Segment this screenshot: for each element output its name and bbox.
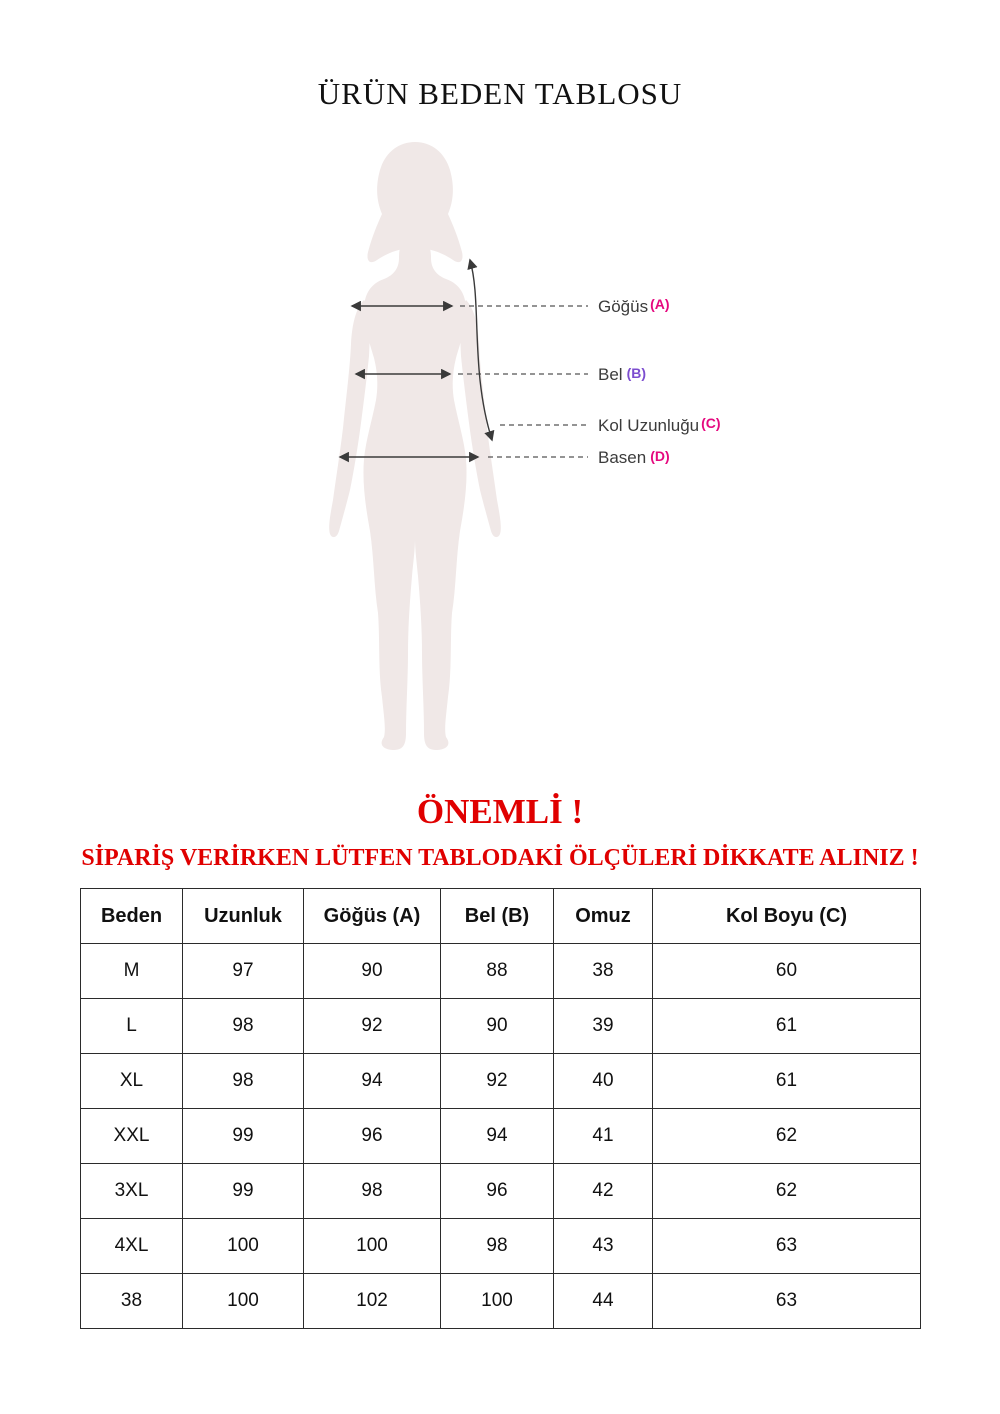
header-gogus: Göğüs (A) [304,889,441,944]
table-cell: 88 [441,944,554,999]
hips-label: Basen (D) [598,448,670,467]
table-cell: 102 [304,1274,441,1329]
body-measurement-diagram [0,130,1000,780]
table-cell: 40 [554,1054,653,1109]
table-cell: 98 [183,999,304,1054]
header-beden: Beden [81,889,183,944]
table-cell: 100 [441,1274,554,1329]
table-cell: 61 [653,999,921,1054]
table-cell: 98 [183,1054,304,1109]
size-table-body [81,944,921,1329]
header-omuz: Omuz [554,889,653,944]
table-cell: 99 [183,1164,304,1219]
chest-label: Göğüs (A) [598,296,670,316]
table-cell: 90 [441,999,554,1054]
table-cell: 92 [304,999,441,1054]
table-cell: 100 [304,1219,441,1274]
table-row [81,1054,921,1109]
table-row [81,1219,921,1274]
table-row [81,1164,921,1219]
table-cell: 39 [554,999,653,1054]
silhouette-right-arm [460,300,500,537]
table-cell: L [81,999,183,1054]
table-cell: 92 [441,1054,554,1109]
table-cell: 100 [183,1274,304,1329]
table-cell: 61 [653,1054,921,1109]
table-cell: 3XL [81,1164,183,1219]
table-header-row [81,889,921,944]
table-cell: 96 [441,1164,554,1219]
table-cell: 4XL [81,1219,183,1274]
table-cell: XXL [81,1109,183,1164]
header-kol-boyu: Kol Boyu (C) [653,889,921,944]
important-heading: ÖNEMLİ ! [416,792,584,831]
table-cell: 43 [554,1219,653,1274]
table-cell: 60 [653,944,921,999]
table-cell: 63 [653,1274,921,1329]
table-cell: 99 [183,1109,304,1164]
important-subheading: SİPARİŞ VERİRKEN LÜTFEN TABLODAKİ ÖLÇÜLERİ DİKKATE ALINIZ ! [81,845,919,871]
silhouette-torso-legs [363,236,466,750]
table-cell: 63 [653,1219,921,1274]
header-uzunluk: Uzunluk [183,889,304,944]
header-bel: Bel (B) [441,889,554,944]
table-cell: 97 [183,944,304,999]
table-cell: 42 [554,1164,653,1219]
female-silhouette [329,142,501,750]
table-cell: 100 [183,1219,304,1274]
size-table [80,888,921,1329]
table-row [81,1109,921,1164]
table-cell: M [81,944,183,999]
table-cell: 90 [304,944,441,999]
table-row [81,944,921,999]
table-cell: 98 [441,1219,554,1274]
table-cell: XL [81,1054,183,1109]
table-cell: 41 [554,1109,653,1164]
table-cell: 98 [304,1164,441,1219]
page-title: ÜRÜN BEDEN TABLOSU [317,76,683,111]
table-cell: 62 [653,1109,921,1164]
arm-length-label: Kol Uzunluğu (C) [598,415,721,435]
table-cell: 96 [304,1109,441,1164]
table-cell: 44 [554,1274,653,1329]
table-row [81,999,921,1054]
table-cell: 94 [441,1109,554,1164]
table-row [81,1274,921,1329]
table-cell: 62 [653,1164,921,1219]
table-cell: 38 [81,1274,183,1329]
table-cell: 38 [554,944,653,999]
waist-label: Bel (B) [598,365,647,384]
table-cell: 94 [304,1054,441,1109]
silhouette-left-arm [329,300,369,537]
